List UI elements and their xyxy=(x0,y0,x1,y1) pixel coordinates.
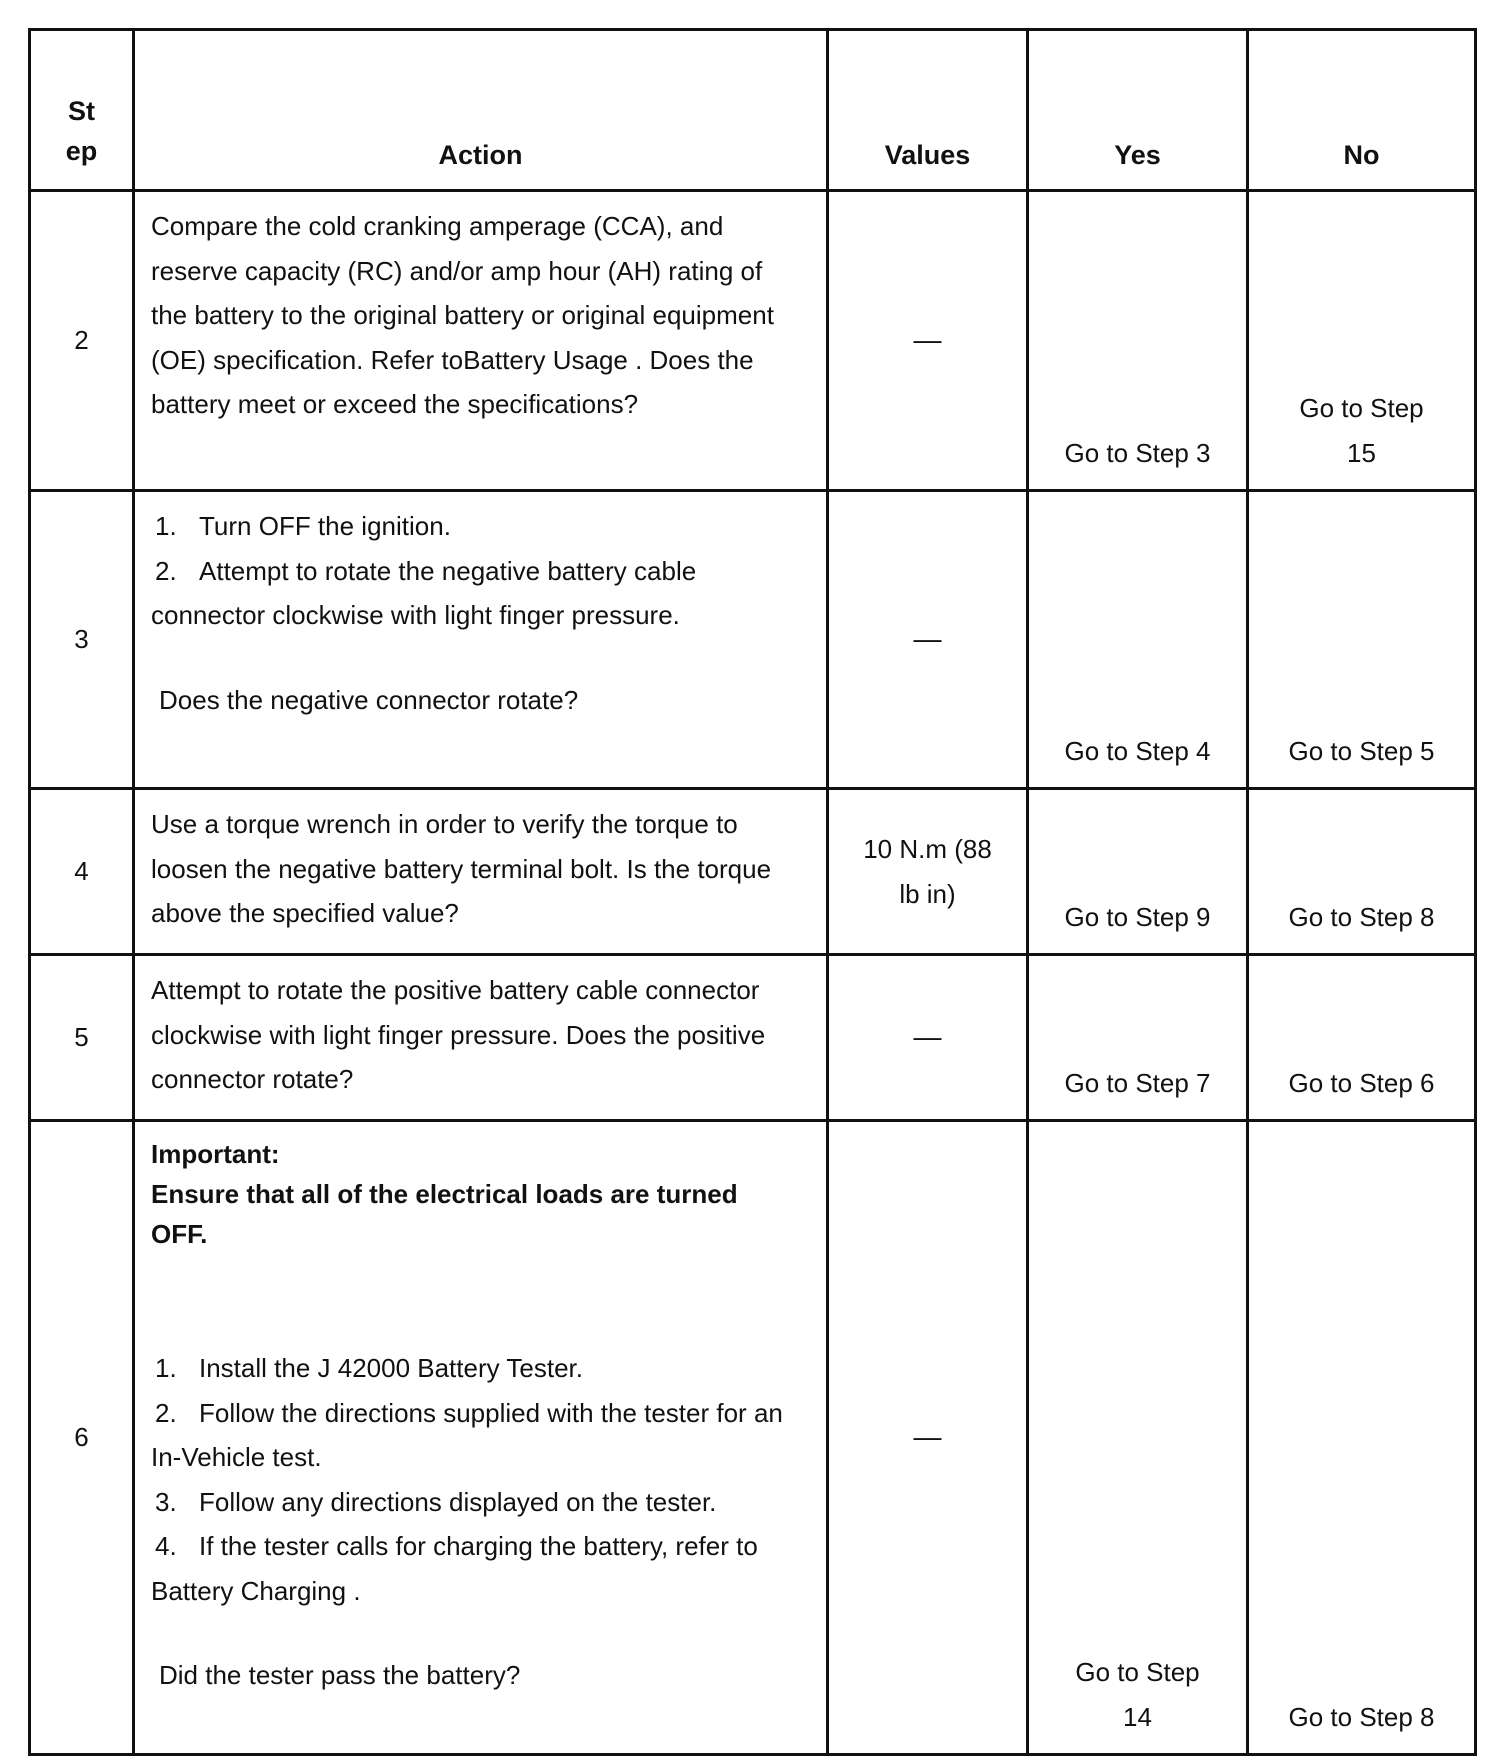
no-cell: Go to Step 5 xyxy=(1248,491,1476,789)
action-text xyxy=(134,955,828,1121)
list-item-text: Attempt to rotate the negative battery cable connector clockwise with light finger pressure. xyxy=(151,555,697,630)
yes-cell xyxy=(1028,1121,1248,1755)
list-item xyxy=(151,1480,786,1525)
value-cell: — xyxy=(828,1121,1028,1755)
header-values: Values xyxy=(828,30,1028,191)
action-text xyxy=(134,191,828,491)
no-cell xyxy=(1248,191,1476,491)
header-step xyxy=(30,30,134,191)
step-number: 5 xyxy=(30,955,134,1121)
table-row-step-4 xyxy=(30,789,1476,955)
header-step-line1: St xyxy=(68,96,95,126)
list-item xyxy=(151,504,786,549)
yes-cell: Go to Step 4 xyxy=(1028,491,1248,789)
important-text: Ensure that all of the electrical loads are turned OFF. xyxy=(151,1179,738,1249)
action-paragraph: Use a torque wrench in order to verify the torque to loosen the negative battery terminal bolt. Is the torque above the specified value? xyxy=(151,809,772,928)
action-text xyxy=(134,491,828,789)
yes-cell: Go to Step 3 xyxy=(1028,191,1248,491)
step-number: 2 xyxy=(30,191,134,491)
table-row-step-6 xyxy=(30,1121,1476,1755)
table-header-row xyxy=(30,30,1476,191)
header-yes: Yes xyxy=(1028,30,1248,191)
value-cell: — xyxy=(828,191,1028,491)
header-step-line2: ep xyxy=(65,136,98,166)
value-text: 10 N.m (88 lb in) xyxy=(863,834,992,909)
diagnostic-table xyxy=(28,28,1477,1756)
diagnostic-table-page xyxy=(28,28,1474,1756)
list-item xyxy=(151,1524,786,1613)
yes-cell-text: Go to Step 14 xyxy=(1075,1657,1200,1732)
no-cell: Go to Step 8 xyxy=(1248,789,1476,955)
action-text xyxy=(134,1121,828,1755)
spacer xyxy=(151,1254,786,1346)
header-action: Action xyxy=(134,30,828,191)
list-item-text: If the tester calls for charging the battery, refer to Battery Charging . xyxy=(151,1531,758,1606)
table-row-step-3 xyxy=(30,491,1476,789)
list-item-number: 2. xyxy=(155,555,177,586)
list-item-number: 1. xyxy=(155,511,177,541)
action-steps-list xyxy=(151,1346,786,1613)
list-item xyxy=(151,549,786,638)
no-cell: Go to Step 6 xyxy=(1248,955,1476,1121)
table-row-step-5 xyxy=(30,955,1476,1121)
list-item-text: Install the J 42000 Battery Tester. xyxy=(199,1353,583,1383)
yes-cell: Go to Step 9 xyxy=(1028,789,1248,955)
step-number: 4 xyxy=(30,789,134,955)
action-steps-list xyxy=(151,504,786,638)
action-paragraph: Compare the cold cranking amperage (CCA), and reserve capacity (RC) and/or amp hour (AH) rating of the battery to the original battery or original equipment (OE) specification. Refer toBattery Usage . Does the battery meet or exceed the specifications? xyxy=(151,211,774,419)
list-item xyxy=(151,1391,786,1480)
important-label: Important: xyxy=(151,1139,280,1169)
yes-cell: Go to Step 7 xyxy=(1028,955,1248,1121)
list-item-number: 1. xyxy=(155,1353,177,1383)
list-item-number: 2. xyxy=(155,1397,177,1428)
no-cell-text: Go to Step 15 xyxy=(1299,393,1424,468)
list-item-number: 3. xyxy=(155,1486,177,1517)
header-no: No xyxy=(1248,30,1476,191)
step-number: 6 xyxy=(30,1121,134,1755)
action-paragraph: Attempt to rotate the positive battery cable connector clockwise with light finger pressure. Does the positive connector rotate? xyxy=(151,975,766,1094)
action-question: Does the negative connector rotate? xyxy=(159,684,579,715)
value-cell: — xyxy=(828,955,1028,1121)
step-number: 3 xyxy=(30,491,134,789)
value-cell: — xyxy=(828,491,1028,789)
list-item-text: Follow the directions supplied with the tester for an In-Vehicle test. xyxy=(151,1397,783,1472)
value-cell xyxy=(828,789,1028,955)
no-cell: Go to Step 8 xyxy=(1248,1121,1476,1755)
list-item-text: Turn OFF the ignition. xyxy=(199,511,451,541)
action-question: Did the tester pass the battery? xyxy=(159,1660,521,1690)
list-item-text: Follow any directions displayed on the tester. xyxy=(199,1486,717,1517)
list-item xyxy=(151,1346,786,1391)
list-item-number: 4. xyxy=(155,1531,177,1561)
action-text xyxy=(134,789,828,955)
table-row-step-2 xyxy=(30,191,1476,491)
